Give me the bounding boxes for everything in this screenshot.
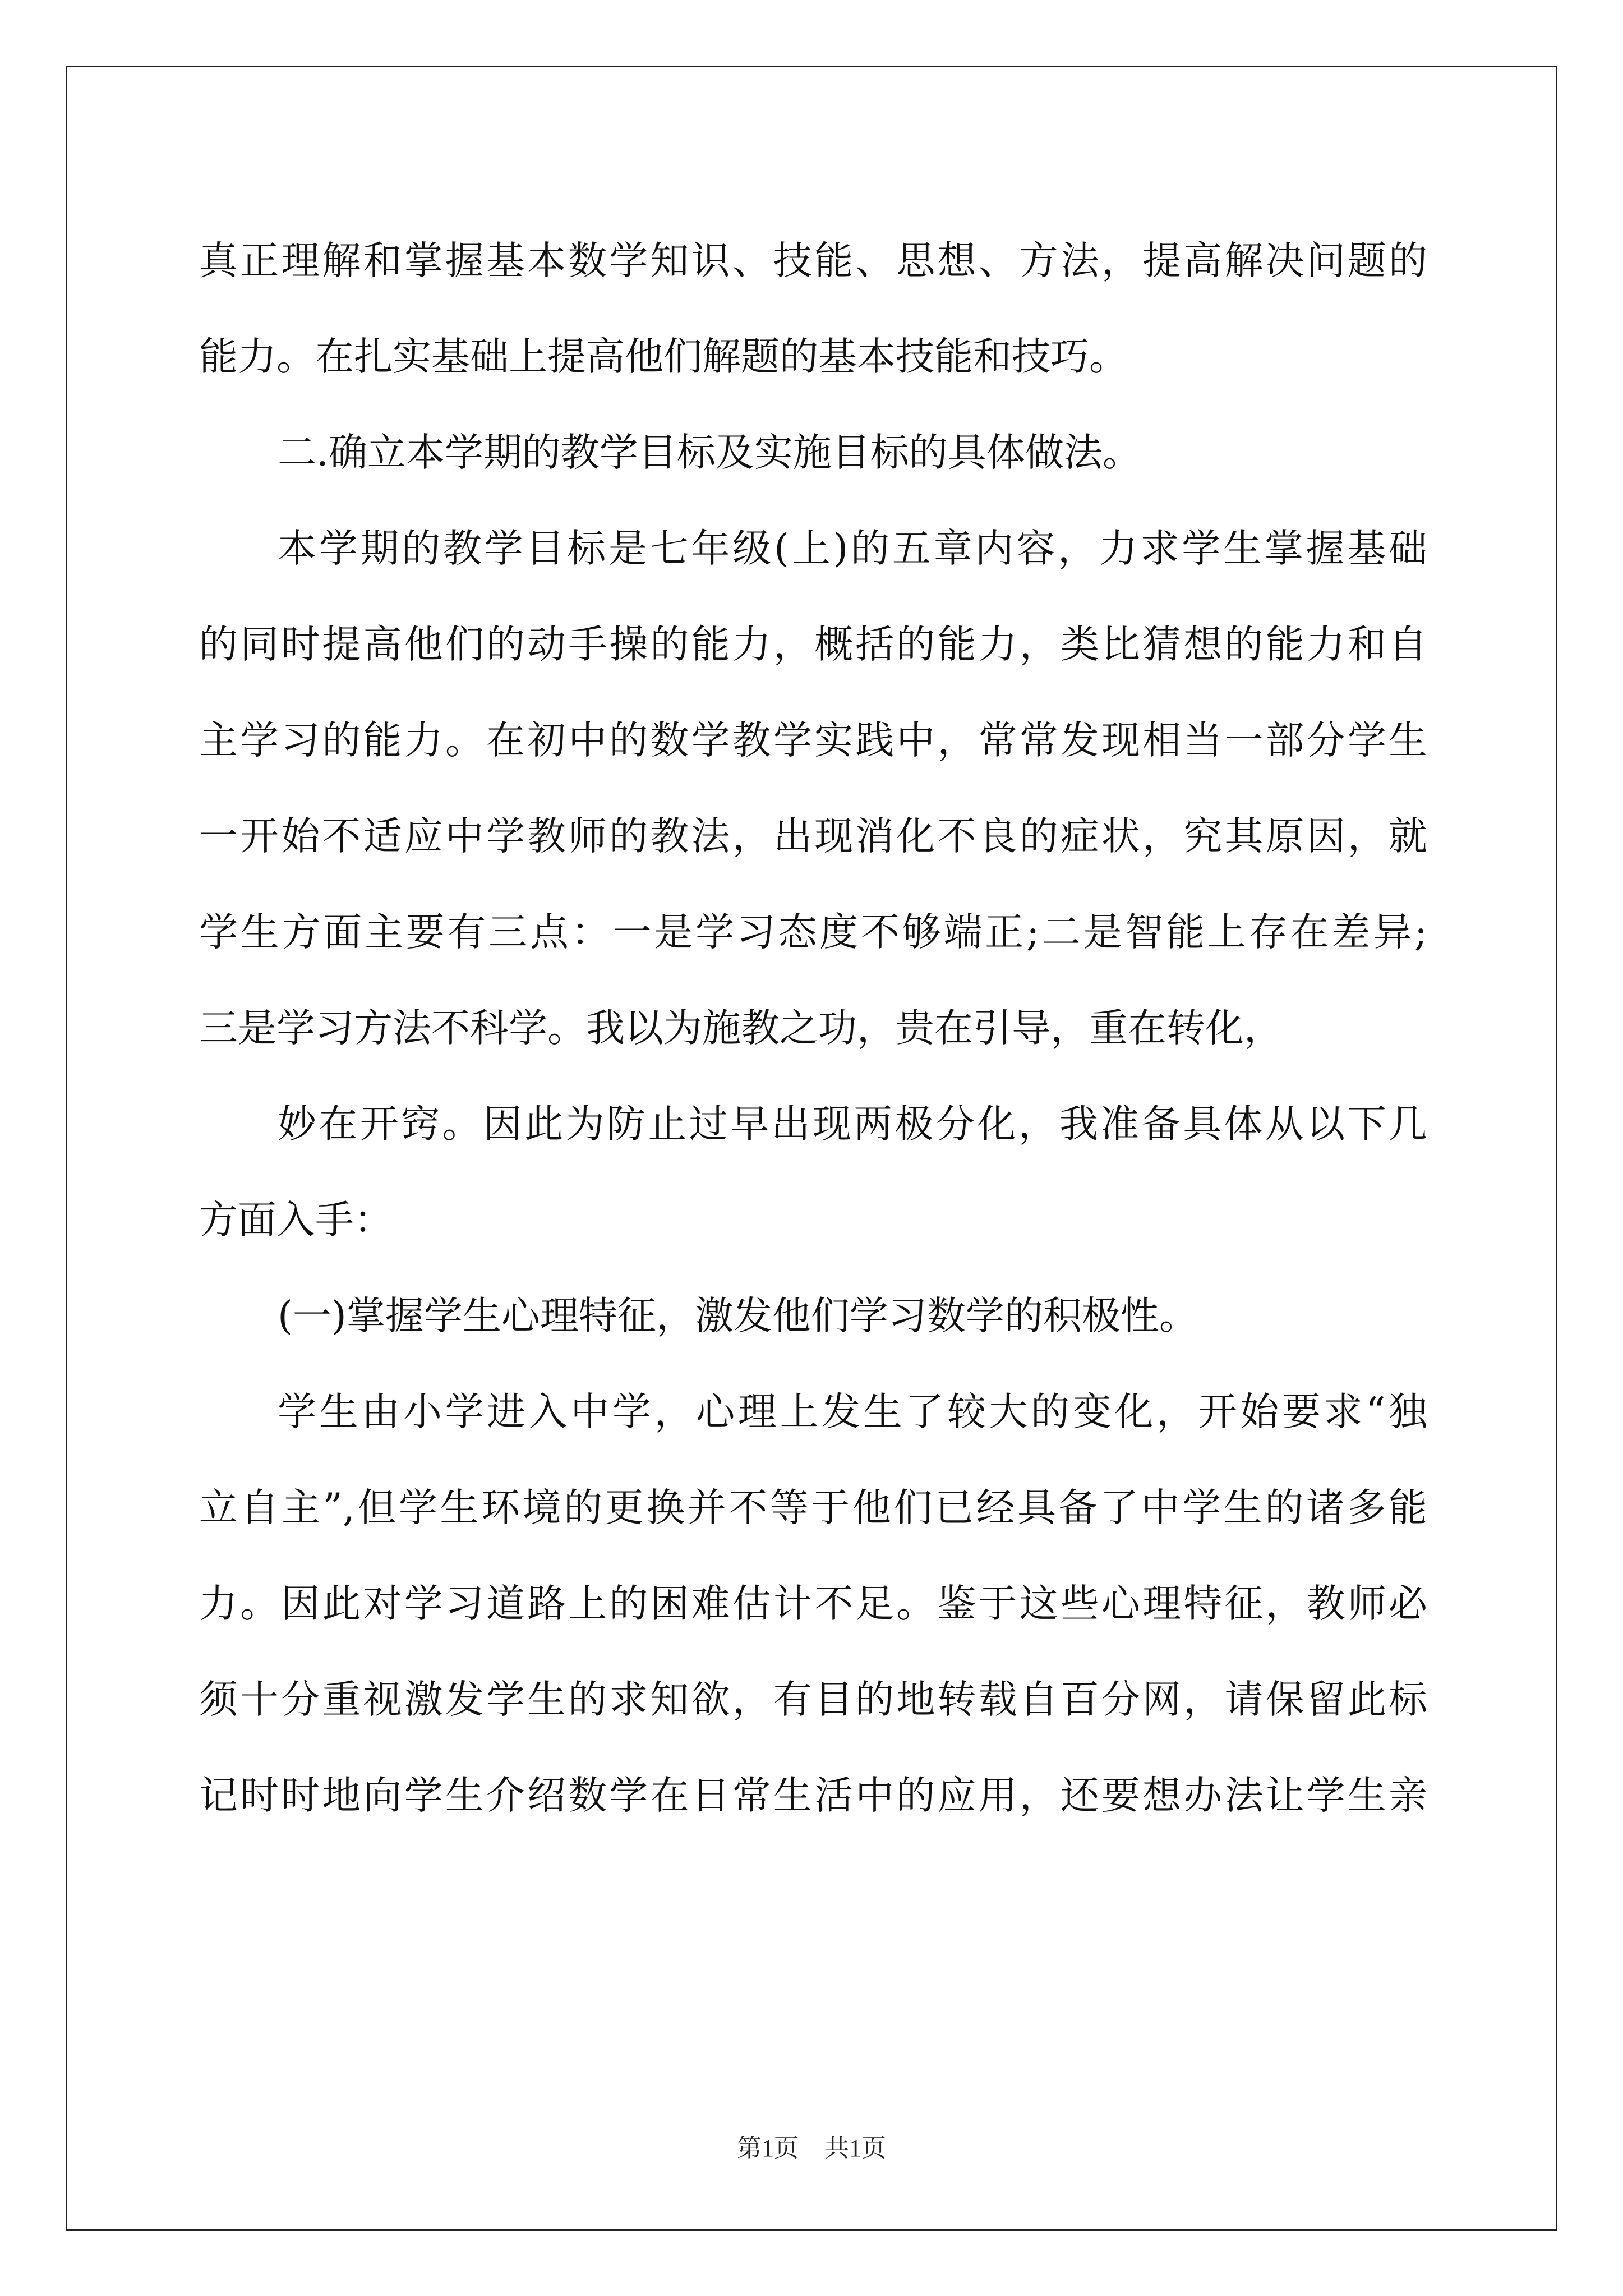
text-line-5: 的同时提高他们的动手操的能力，概括的能力，类比猜想的能力和自	[199, 622, 1427, 667]
text-line-17: 记时时地向学生介绍数学在日常生活中的应用，还要想办法让学生亲	[199, 1773, 1427, 1818]
text-line-2: 能力。在扎实基础上提高他们解题的基本技能和技巧。	[199, 334, 1128, 379]
page-number: 第1页	[737, 2134, 799, 2162]
text-line-7: 一开始不适应中学教师的教法，出现消化不良的症状，究其原因，就	[199, 814, 1427, 859]
text-line-11: 方面入手：	[199, 1198, 393, 1243]
document-body	[199, 213, 1427, 1844]
text-line-10: 妙在开窍。因此为防止过早出现两极分化，我准备具体从以下几	[278, 1102, 1427, 1147]
page-total: 共1页	[824, 2134, 886, 2162]
text-line-9: 三是学习方法不科学。我以为施教之功，贵在引导，重在转化，	[199, 1006, 1283, 1051]
text-line-6: 主学习的能力。在初中的数学教学实践中，常常发现相当一部分学生	[199, 718, 1427, 763]
text-line-1: 真正理解和掌握基本数学知识、技能、思想、方法，提高解决问题的	[199, 238, 1427, 283]
text-line-14: 立自主”,但学生环境的更换并不等于他们已经具备了中学生的诸多能	[199, 1485, 1427, 1530]
text-line-12: (一)掌握学生心理特征，激发他们学习数学的积极性。	[278, 1294, 1198, 1338]
text-line-16: 须十分重视激发学生的求知欲，有目的地转载自百分网，请保留此标	[199, 1677, 1427, 1722]
page-footer	[0, 2128, 1623, 2164]
text-line-4: 本学期的教学目标是七年级(上)的五章内容，力求学生掌握基础	[278, 526, 1427, 571]
text-line-8: 学生方面主要有三点：一是学习态度不够端正;二是智能上存在差异;	[199, 910, 1427, 955]
text-line-13: 学生由小学进入中学，心理上发生了较大的变化，开始要求“独	[278, 1389, 1427, 1434]
text-line-3: 二.确立本学期的教学目标及实施目标的具体做法。	[278, 430, 1141, 475]
text-line-15: 力。因此对学习道路上的困难估计不足。鉴于这些心理特征，教师必	[199, 1581, 1427, 1626]
